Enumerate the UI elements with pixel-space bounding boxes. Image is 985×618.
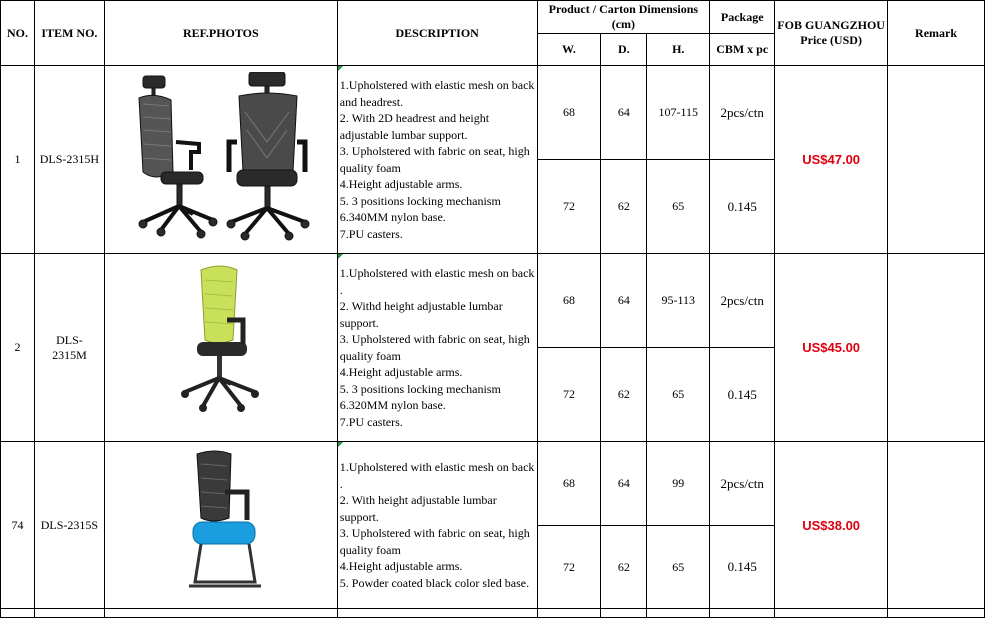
cbm-value: 0.145 [710,160,775,254]
product-width: 68 [537,442,601,526]
fob-price: US$47.00 [775,66,888,254]
desc-line: 5. 3 positions locking mechanism [339,193,501,208]
cbm-value: 0.145 [710,526,775,609]
green-mesh-chair-image [171,260,271,430]
carton-depth: 62 [601,348,647,442]
desc-line: 4.Height adjustable arms. [339,365,463,379]
package-qty: 2pcs/ctn [710,442,775,526]
row-item-no: DLS-2315H [34,66,104,254]
carton-depth: 62 [601,526,647,609]
product-height: 107-115 [647,66,710,160]
row-description [337,66,537,254]
header-item-no: ITEM NO. [34,1,104,66]
product-photo-sled-chair [104,442,337,609]
desc-line: 3. Upholstered with fabric on seat, high quality foam [339,144,530,175]
desc-line: 7.PU casters. [339,414,403,429]
header-package: Package [710,1,775,34]
blue-sled-chair-image [171,448,271,598]
carton-width: 72 [537,348,601,442]
product-depth: 64 [601,66,647,160]
header-depth: D. [601,34,647,66]
desc-line: 6.320MM nylon base. [339,398,446,412]
product-height: 99 [647,442,710,526]
carton-height: 65 [647,160,710,254]
chair-headrest-image [121,72,321,242]
desc-line: 4.Height adjustable arms. [339,559,463,573]
product-depth: 64 [601,442,647,526]
desc-line: 6.340MM nylon base. [339,210,446,224]
header-fob-price: FOB GUANGZHOU Price (USD) [775,1,888,66]
product-height: 95-113 [647,254,710,348]
row-item-no: DLS-2315S [34,442,104,609]
carton-width: 72 [537,526,601,609]
product-photo-chair-headrest [104,66,337,254]
desc-line: 2. With height adjustable lumbar support. [339,493,497,524]
row-description [337,442,537,609]
remark-cell [888,66,985,254]
table-row-partial [1,609,985,618]
remark-cell [888,254,985,442]
carton-depth: 62 [601,160,647,254]
header-description: DESCRIPTION [337,1,537,66]
header-cbm: CBM x pc [710,34,775,66]
desc-line: 3. Upholstered with fabric on seat, high quality foam [339,526,530,557]
desc-line: 3. Upholstered with fabric on seat, high quality foam [339,332,530,363]
header-ref-photos: REF.PHOTOS [104,1,337,66]
package-qty: 2pcs/ctn [710,66,775,160]
desc-line: 1.Upholstered with elastic mesh on back . [339,266,535,297]
carton-width: 72 [537,160,601,254]
row-no: 2 [1,254,35,442]
package-qty: 2pcs/ctn [710,254,775,348]
desc-line: 2. Withd height adjustable lumbar support. [339,299,503,330]
cbm-value: 0.145 [710,348,775,442]
desc-line: 5. 3 positions locking mechanism [339,381,501,396]
table-row [1,66,985,160]
desc-line: 4.Height adjustable arms. [339,177,463,191]
product-photo-green-chair [104,254,337,442]
desc-line: 1.Upholstered with elastic mesh on back and headrest. [339,78,535,109]
desc-line: 2. With 2D headrest and height adjustable lumbar support. [339,111,490,142]
product-width: 68 [537,254,601,348]
row-no: 74 [1,442,35,609]
table-row [1,442,985,526]
header-width: W. [537,34,601,66]
row-no: 1 [1,66,35,254]
carton-height: 65 [647,348,710,442]
header-height: H. [647,34,710,66]
header-no: NO. [1,1,35,66]
desc-line: 1.Upholstered with elastic mesh on back . [339,460,535,491]
desc-line: 5. Powder coated black color sled base. [339,575,530,590]
product-width: 68 [537,66,601,160]
row-item-no: DLS- 2315M [34,254,104,442]
row-description [337,254,537,442]
header-dimensions: Product / Carton Dimensions (cm) [537,1,710,34]
product-depth: 64 [601,254,647,348]
desc-line: 7.PU casters. [339,226,403,241]
carton-height: 65 [647,526,710,609]
table-row [1,254,985,348]
remark-cell [888,442,985,609]
fob-price: US$38.00 [775,442,888,609]
header-remark: Remark [888,1,985,66]
fob-price: US$45.00 [775,254,888,442]
